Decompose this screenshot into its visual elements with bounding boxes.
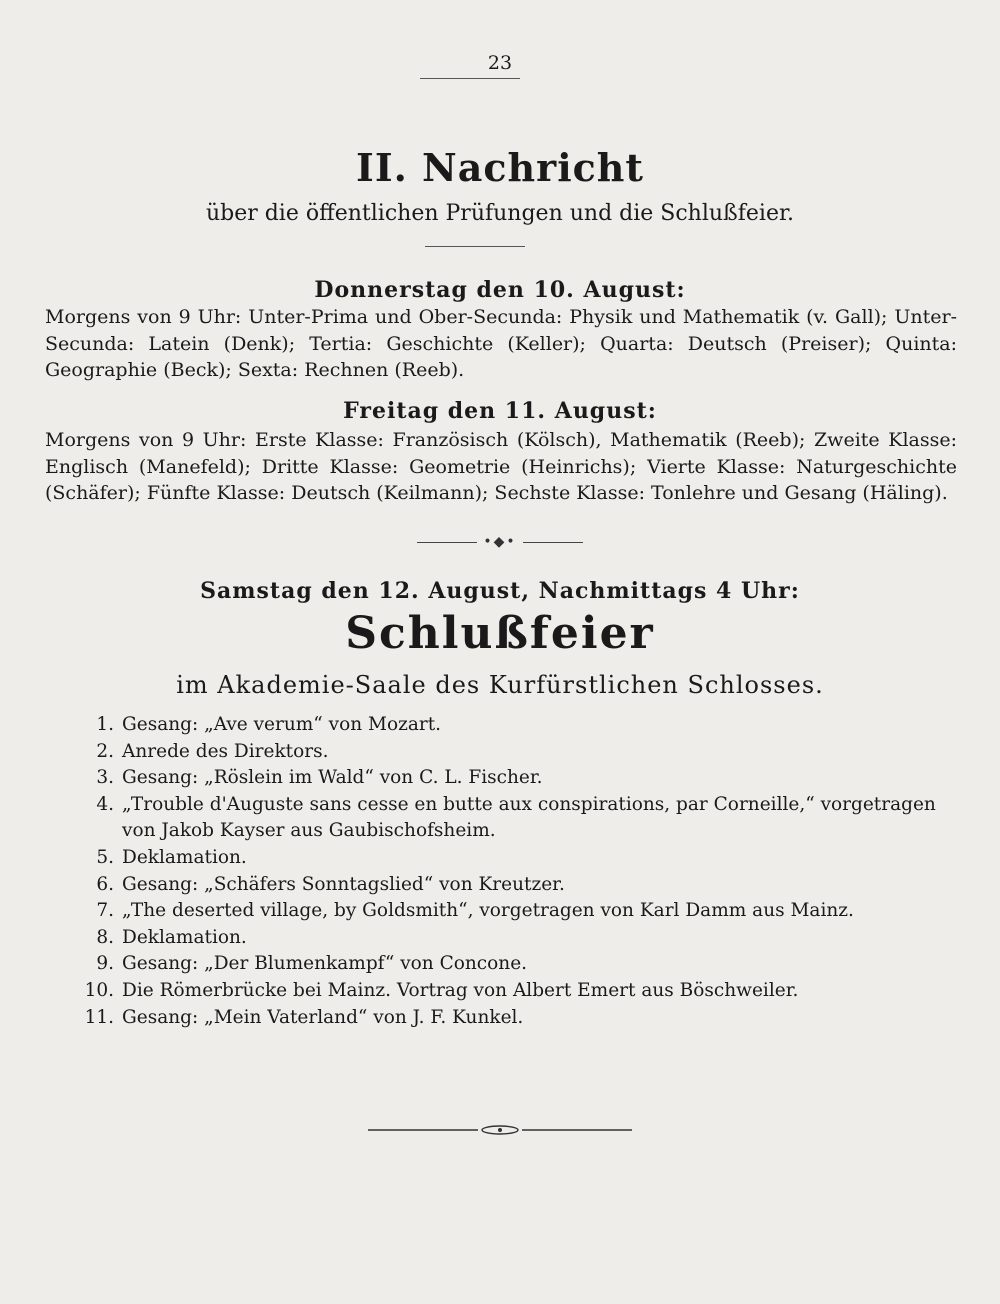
program-item-number: 8. — [96, 926, 114, 948]
program-item — [80, 898, 960, 925]
ceremony-location: im Akademie-Saale des Kurfürstlichen Schlosses. — [176, 671, 824, 699]
program-item-number: 9. — [96, 953, 114, 975]
program-item — [80, 978, 960, 1005]
program-item-text: Gesang: „Röslein im Wald“ von C. L. Fischer. — [122, 767, 543, 789]
program-item — [80, 925, 960, 952]
program-item-number: 4. — [96, 793, 114, 815]
program-item — [80, 712, 960, 739]
program-item-number: 5. — [96, 846, 114, 868]
program-item-number: 10. — [84, 979, 114, 1001]
page-number-rule — [420, 78, 520, 79]
program-item — [80, 1005, 960, 1032]
day-heading-friday: Freitag den 11. August: — [343, 398, 657, 424]
program-item — [80, 792, 960, 845]
program-item-number: 3. — [96, 767, 114, 789]
day-heading-thursday: Donnerstag den 10. August: — [314, 277, 686, 303]
divider-ornament: •◆• — [0, 534, 1000, 550]
ceremony-title: Schlußfeier — [345, 608, 655, 659]
program-item-text: Gesang: „Schäfers Sonntagslied“ von Kreutzer. — [122, 873, 565, 895]
program-item — [80, 845, 960, 872]
program-item-text: „The deserted village, by Goldsmith“, vorgetragen von Karl Damm aus Mainz. — [122, 900, 854, 922]
closing-ornament — [368, 1124, 632, 1136]
section-title: II. Nachricht — [356, 145, 644, 190]
program-item-text: „Trouble d'Auguste sans cesse en butte aux conspirations, par Corneille,“ vorgetragen von Jakob Kayser aus Gaubischofsheim. — [122, 793, 936, 842]
exam-schedule-friday: Morgens von 9 Uhr: Erste Klasse: Französisch (Kölsch), Mathematik (Reeb); Zweite Klasse: Englisch (Manefeld); Dritte Klasse: Geometrie (Heinrichs); Vierte Klasse: Naturgeschichte (Schäfer); Fünfte Klasse: Deutsch (Keilmann); Sechste Klasse: Tonlehre und Gesang (Häling). — [45, 429, 957, 505]
program-item-text: Gesang: „Der Blumenkampf“ von Concone. — [122, 953, 528, 975]
program-item — [80, 951, 960, 978]
program-item-number: 11. — [84, 1006, 114, 1028]
program-item-number: 2. — [96, 740, 114, 762]
program-item-text: Deklamation. — [122, 926, 247, 948]
program-item-text: Die Römerbrücke bei Mainz. Vortrag von Albert Emert aus Böschweiler. — [122, 979, 799, 1001]
program-item-text: Anrede des Direktors. — [122, 740, 329, 762]
program-item-text: Deklamation. — [122, 846, 247, 868]
exam-schedule-thursday: Morgens von 9 Uhr: Unter-Prima und Ober-Secunda: Physik und Mathematik (v. Gall); Unter-Secunda: Latein (Denk); Tertia: Geschichte (Keller); Quarta: Deutsch (Preiser); Quinta: Geographie (Beck); Sexta: Rechnen (Reeb). — [45, 306, 957, 382]
program-item — [80, 739, 960, 766]
program-item-number: 1. — [96, 714, 114, 735]
program-item — [80, 765, 960, 792]
day-heading-saturday: Samstag den 12. August, Nachmittags 4 Uhr: — [200, 578, 800, 604]
program-item-number: 6. — [96, 873, 114, 895]
program-item — [80, 872, 960, 899]
section-subtitle: über die öffentlichen Prüfungen und die Schlußfeier. — [205, 201, 795, 226]
program-item-text: Gesang: „Ave verum“ von Mozart. — [122, 714, 442, 735]
program-item-text: Gesang: „Mein Vaterland“ von J. F. Kunkel. — [122, 1006, 524, 1028]
page-number: 23 — [487, 52, 513, 74]
program-item-number: 7. — [96, 900, 114, 922]
program-list — [80, 712, 960, 1031]
section-divider — [425, 246, 525, 247]
